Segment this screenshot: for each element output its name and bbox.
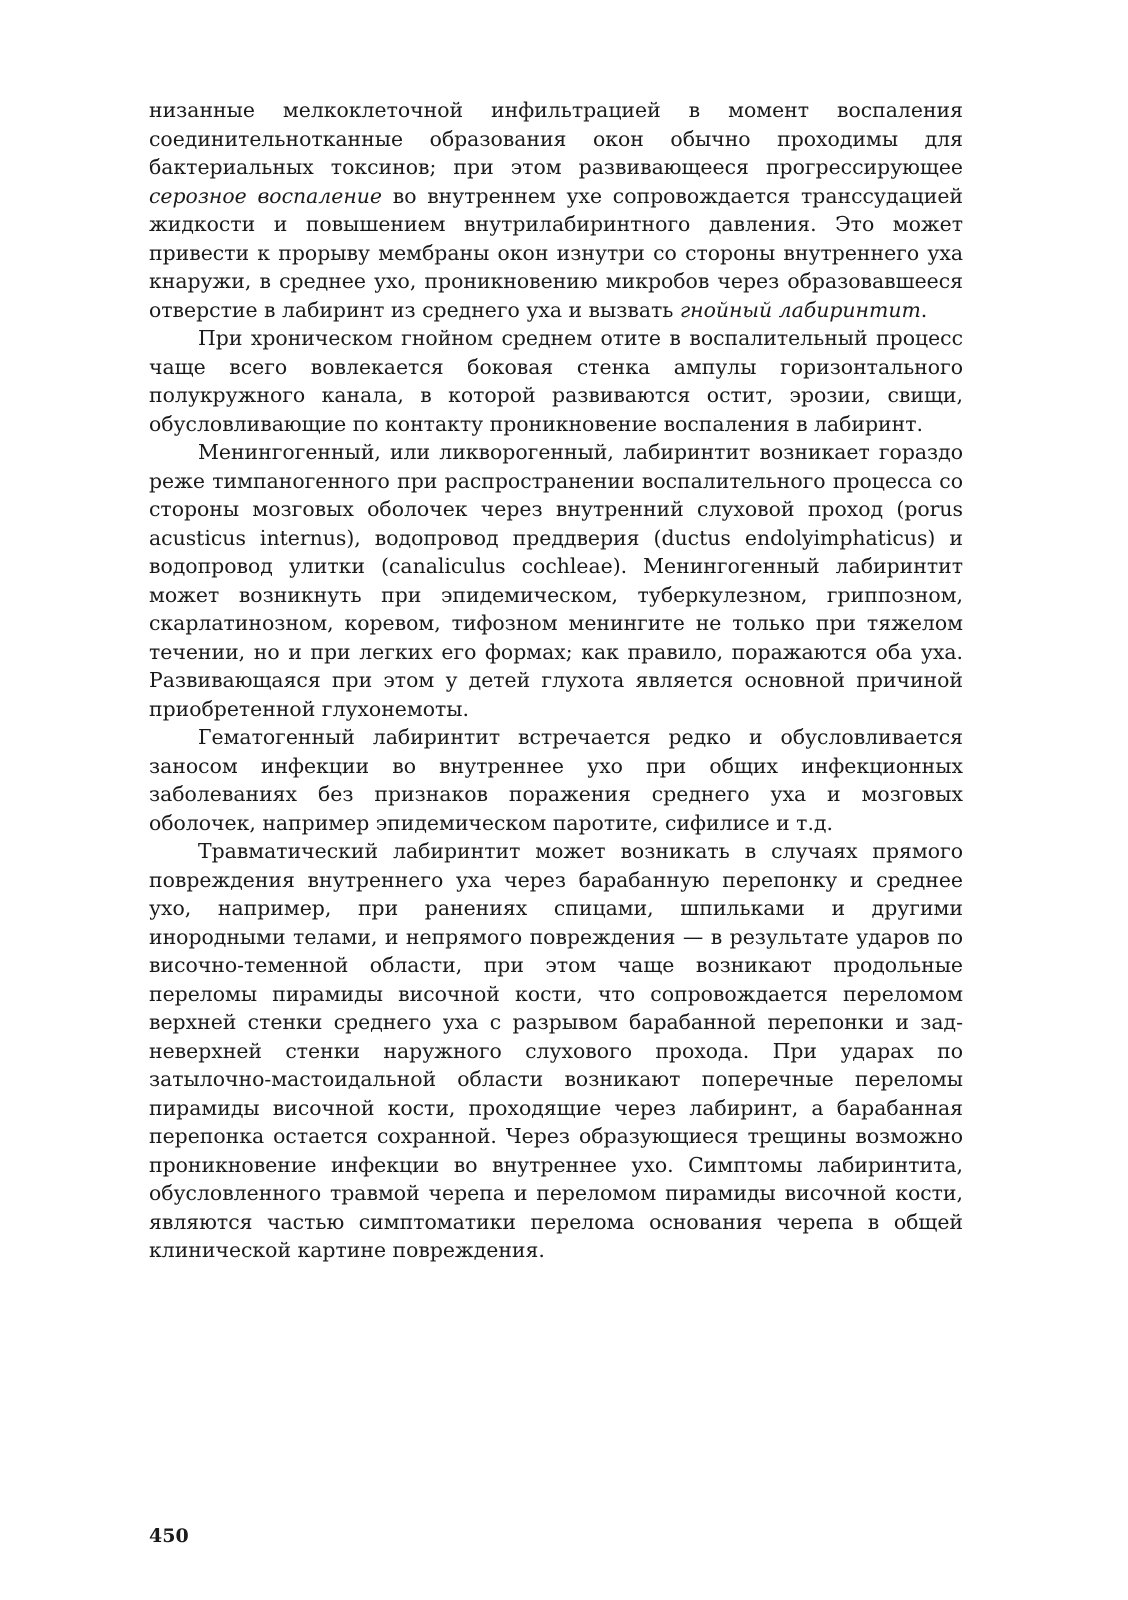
text-run: Гематогенный лабиринтит встречается редко и обусловливается заносом инфекции во внутреннее ухо при общих инфекционных заболеваниях без признаков поражения среднего уха и мозговых оболочек, например эпидемическом паротите, сифилисе и т.д. [149, 725, 963, 835]
italic-term: гнойный лабиринтит [679, 297, 921, 322]
page-number: 450 [149, 1525, 189, 1547]
paragraph [149, 96, 963, 324]
text-run: во внутреннем ухе сопровождается транссудацией жидкости и повышением внутрилабиринтного давления. Это может привести к прорыву мембраны окон изнутри со стороны внутреннего уха кнаружи, в среднее ухо, проникновению микробов через образовавшееся отверстие в лабиринт из среднего уха и вызвать [149, 183, 963, 322]
text-run: Менингогенный, или ликворогенный, лабиринтит возникает гораздо реже тимпаногенного при распространении воспалительного процесса со стороны мозговых оболочек через внутренний слуховой проход (porus acusticus internus), водопровод преддверия (ductus endolyimphaticus) и водопровод улитки (canaliculus cochleae). Менингогенный лабиринтит может возникнуть при эпидемическом, туберкулезном, гриппозном, скарлатинозном, коревом, тифозном менингите не только при тяжелом течении, но и при легких его формах; как правило, поражаются оба уха. Развивающаяся при этом у детей глухота является основной причиной приобретенной глухонемоты. [149, 440, 963, 721]
text-run: . [920, 297, 928, 322]
paragraph [149, 723, 963, 837]
text-run: Травматический лабиринтит может возникать в случаях прямого повреждения внутреннего уха через барабанную перепонку и среднее ухо, например, при ранениях спицами, шпильками и другими инородными телами, и непрямого повреждения — в результате ударов по височно-теменной области, при этом чаще возникают продольные переломы пирамиды височной кости, что сопровождается переломом верхней стенки среднего уха с разрывом барабанной перепонки и задневерхней стенки наружного слухового прохода. При ударах по затылочно-мастоидальной области возникают поперечные переломы пирамиды височной кости, проходящие через лабиринт, а барабанная перепонка остается сохранной. Через образующиеся трещины возможно проникновение инфекции во внутреннее ухо. Симптомы лабиринтита, обусловленного травмой черепа и переломом пирамиды височной кости, являются частью симптоматики перелома основания черепа в общей клинической картине повреждения. [149, 839, 963, 1262]
paragraph [149, 324, 963, 438]
body-text [149, 96, 963, 1265]
paragraph [149, 438, 963, 723]
text-run: При хроническом гнойном среднем отите в воспалительный процесс чаще всего вовлекается боковая стенка ампулы горизонтального полукружного канала, в которой развиваются остит, эрозии, свищи, обусловливающие по контакту проникновение воспаления в лабиринт. [149, 326, 963, 436]
italic-term: серозное воспаление [149, 183, 382, 208]
text-run: низанные мелкоклеточной инфильтрацией в момент воспаления соединительнотканные образования окон обычно проходимы для бактериальных токсинов; при этом развивающееся прогрессирующее [149, 98, 963, 179]
paragraph [149, 837, 963, 1265]
